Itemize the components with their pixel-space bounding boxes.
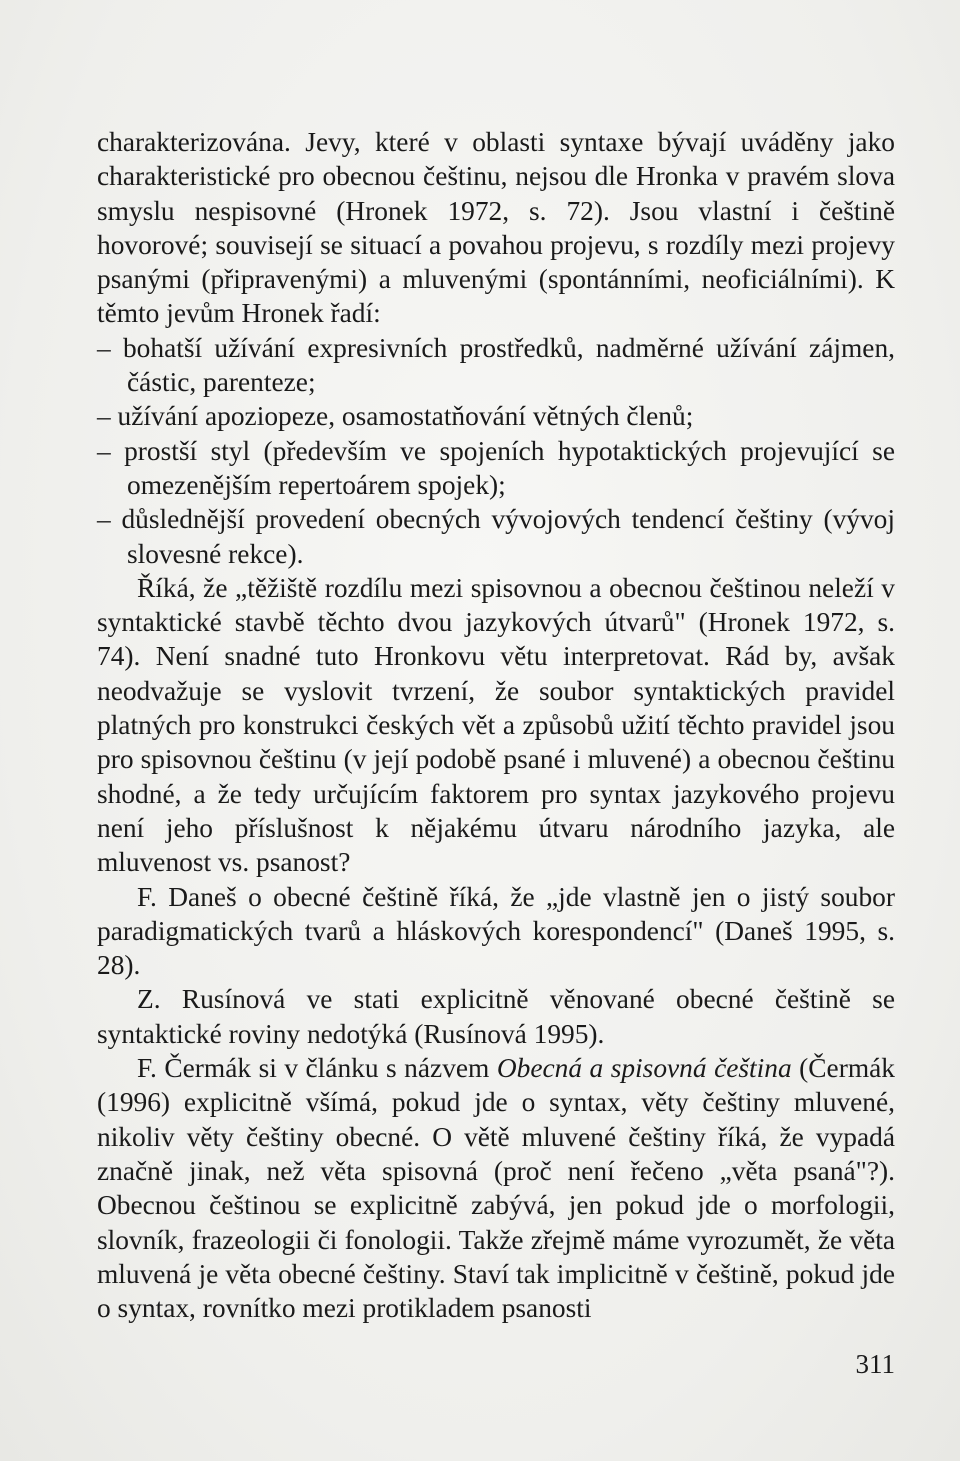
paragraph-5-start: F. Čermák si v článku s názvem	[137, 1053, 497, 1084]
list-item-1: – bohatší užívání expresivních prostředků, nadměrné užívání zájmen, částic, parenteze;	[97, 332, 895, 398]
paragraph-2: Říká, že „těžiště rozdílu mezi spisovnou a obecnou češtinou neleží v syntaktické stavbě těchto dvou jazykových útvarů" (Hronek 1972, s. 74). Není snadné tuto Hronkovu větu interpretovat. Rád by, avšak neodvažuje se vyslovit tvrzení, že soubor syntaktických pravidel platných pro konstrukci českých vět a způsobů užití těchto pravidel jsou pro spisovnou češtinu (v její podobě psané i mluvené) a obecnou češtinu shodné, a že tedy určujícím faktorem pro syntax jazykového projevu není jeho příslušnost k nějakému útvaru národního jazyka, ale mluvenost vs. psanost?	[97, 572, 895, 878]
list-item-2: – užívání apoziopeze, osamostatňování větných členů;	[97, 401, 694, 432]
list-item-3: – prostší styl (především ve spojeních hypotaktických projevující se omezenějším repertoárem spojek);	[97, 435, 895, 500]
paragraph-3: F. Daneš o obecné češtině říká, že „jde vlastně jen o jistý soubor paradigmatických tvarů a hláskových korespondencí" (Daneš 1995, s. 28).	[97, 881, 895, 981]
body-text	[97, 125, 895, 1325]
paragraph-5-end: (Čermák (1996) explicitně všímá, pokud jde o syntax, věty češtiny mluvené, nikoliv věty češtiny obecné. O větě mluvené češtiny říká, že vypadá značně jinak, než věta spisovná (proč není řečeno „věta psaná"?). Obecnou češtinou se explicitně zabývá, jen pokud jde o morfologii, slovník, frazeologii či fonologii. Takže zřejmě máme vyrozumět, že věta mluvená je věta obecné češtiny. Staví tak implicitně v češtině, pokud jde o syntax, rovnítko mezi protikladem psanosti	[97, 1053, 895, 1324]
paragraph-5	[97, 1051, 895, 1325]
paragraph-1: charakterizována. Jevy, které v oblasti syntaxe bývají uváděny jako charakteristické pro obecnou češtinu, nejsou dle Hronka v pravém slova smyslu nespisovné (Hronek 1972, s. 72). Jsou vlastní i češtině hovorové; souvisejí se situací a povahou projevu, s rozdíly mezi projevy psanými (připravenými) a mluvenými (spontánními, neoficiálními). K těmto jevům Hronek řadí:	[97, 127, 895, 329]
article-title: Obecná a spisovná čeština	[496, 1053, 792, 1084]
paragraph-4: Z. Rusínová ve stati explicitně věnované obecné češtině se syntaktické roviny nedotýká (Rusínová 1995).	[97, 984, 895, 1049]
page-number: 311	[855, 1349, 895, 1379]
list-item-4: – důslednější provedení obecných vývojových tendencí češtiny (vývoj slovesné rekce).	[97, 504, 895, 569]
